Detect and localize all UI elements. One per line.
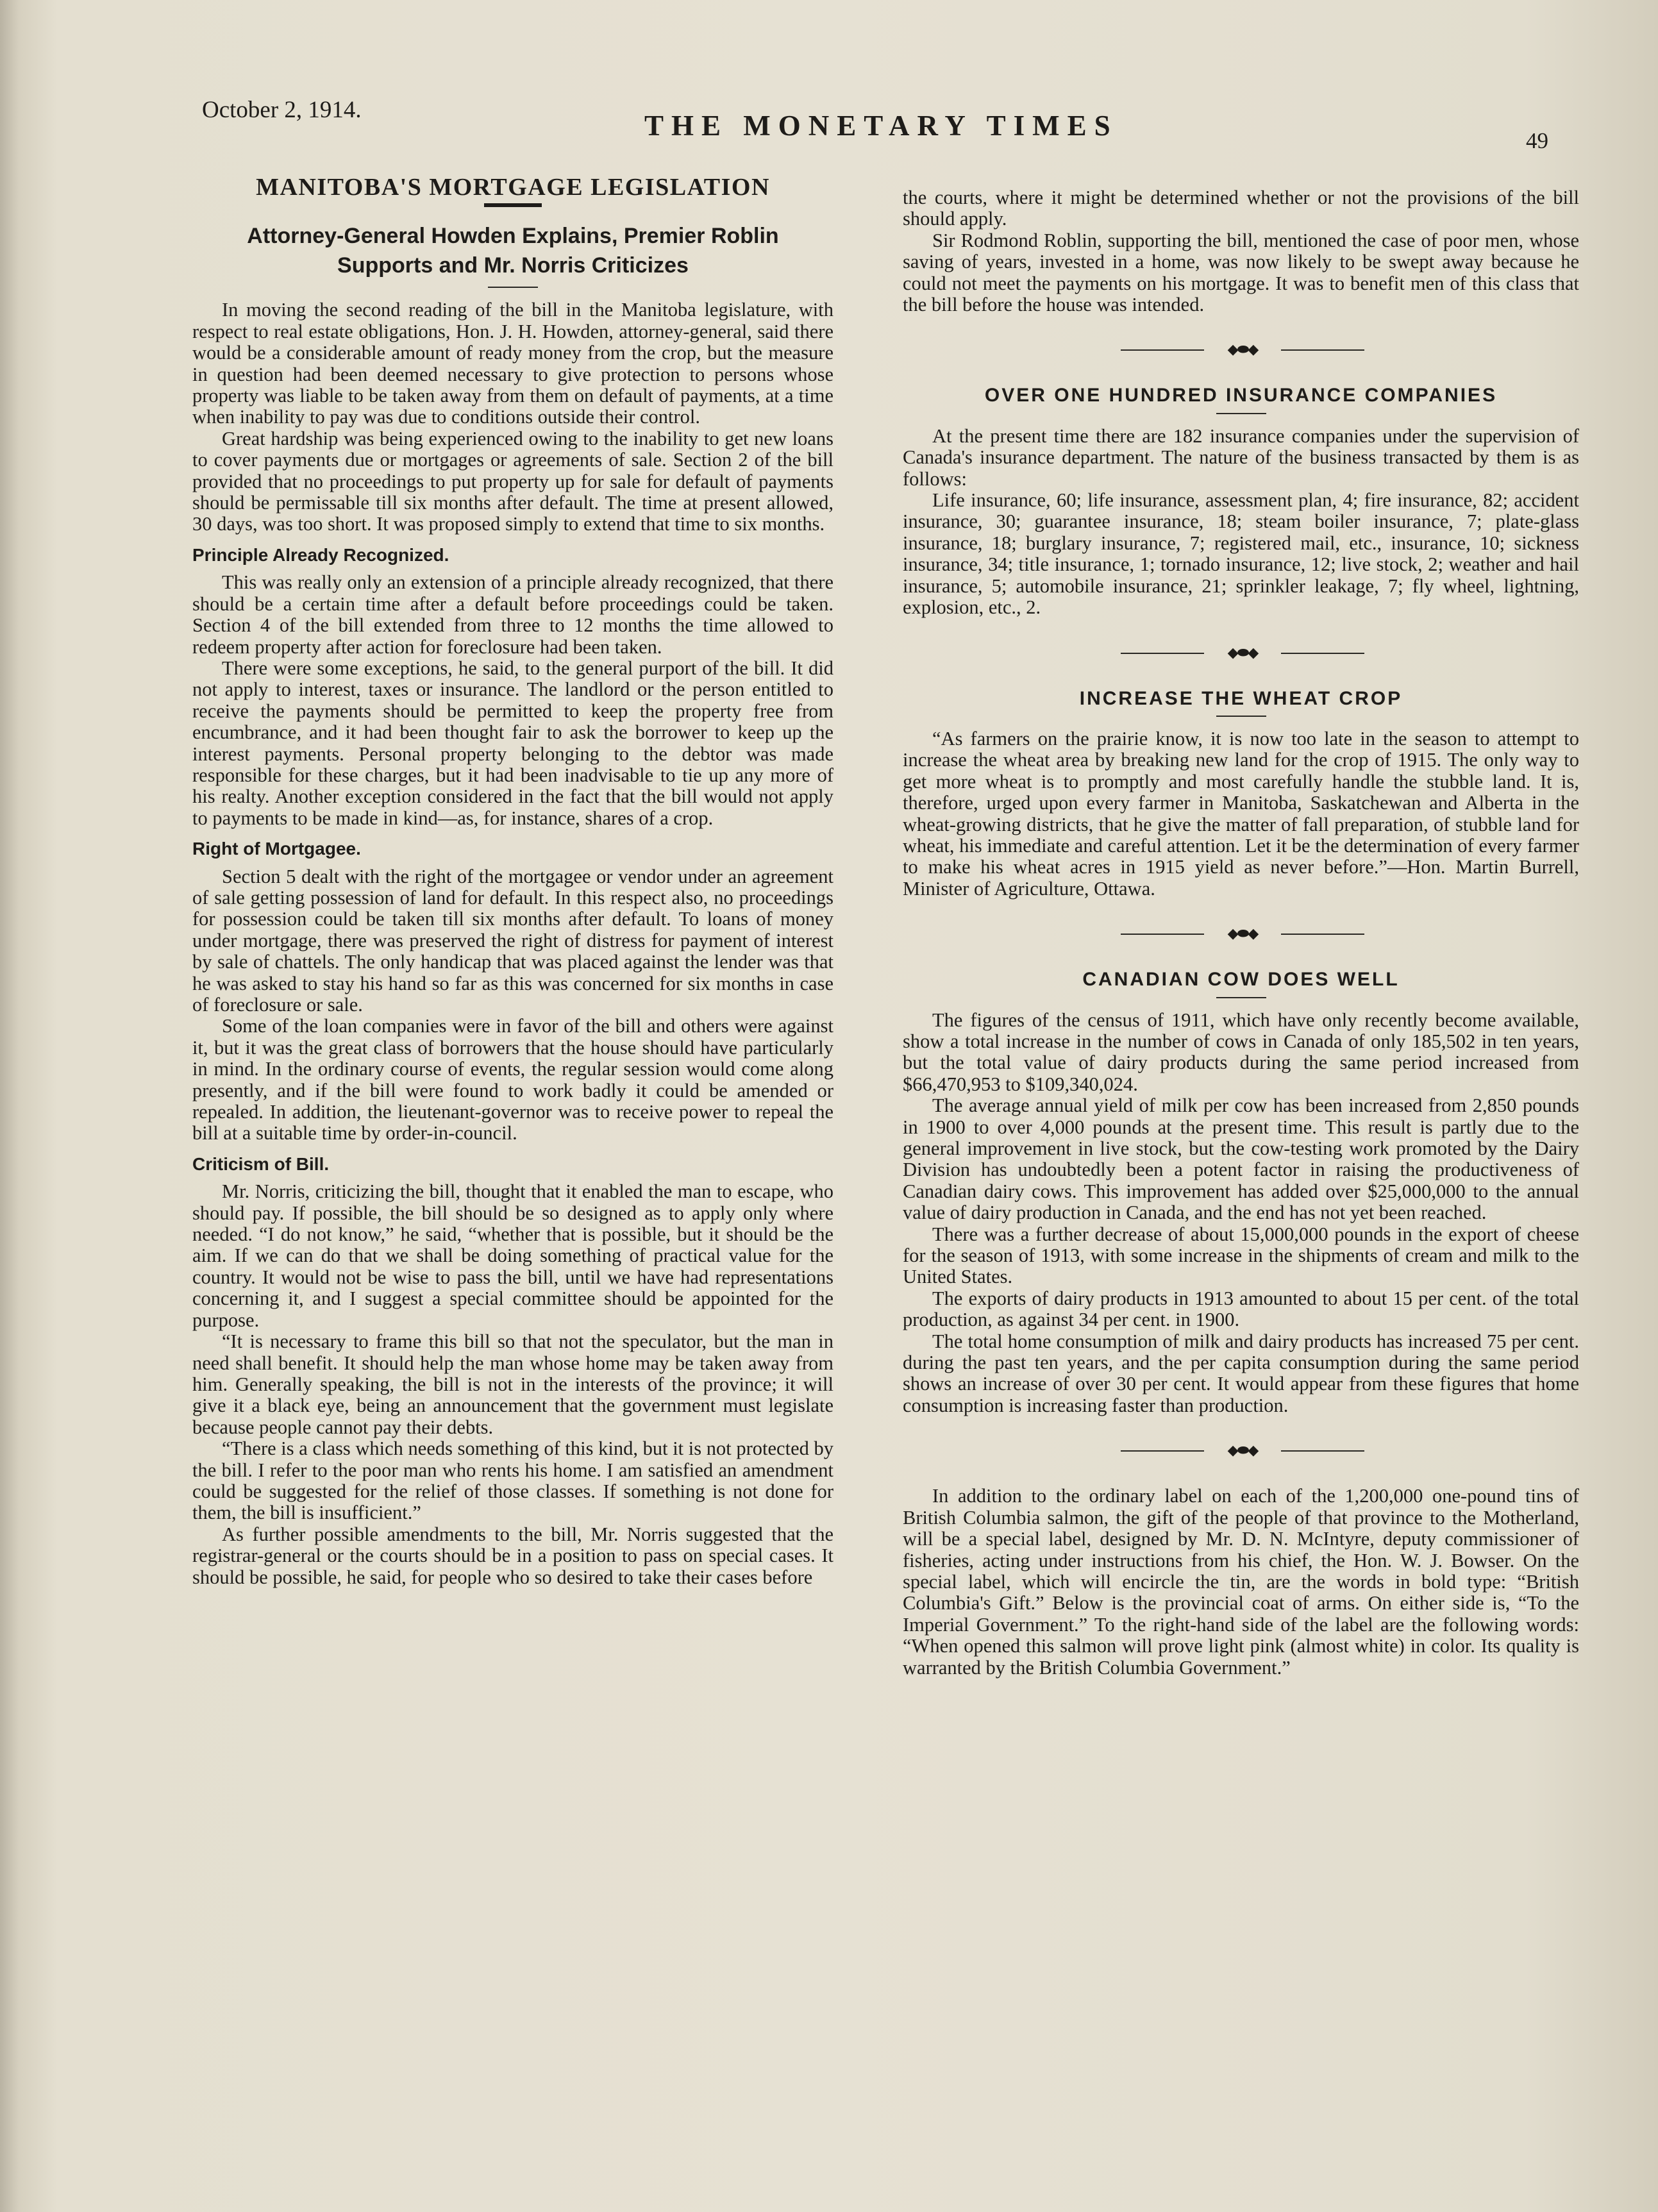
article-title-manitoba: MANITOBA'S MORTGAGE LEGISLATION (256, 174, 770, 201)
paragraph: Great hardship was being experienced owing to the inability to get new loans to cover payments due or mortgages or agreements of sale. Section 2 of the bill provided that no proceedings to put property up for sale for default of payments should be permissable till six months after default. The time at present allowed, 30 days, was too short. It was proposed simply to extend that time to six months. (192, 427, 833, 535)
ornament-glyph: ◆⬬◆ (1227, 926, 1258, 943)
paragraph: As further possible amendments to the bill, Mr. Norris suggested that the registrar-general or the courts should be in a position to pass on special cases. It should be possible, he said, for people who so desired to take their cases before (192, 1523, 833, 1588)
paragraph: Section 5 dealt with the right of the mortgagee or vendor under an agreement of sale getting possession of land for default. In this respect also, no proceedings for possession could be taken till six months after default. To loans of money under mortgage, there was preserved the right of distress for payment of interest by sale of chattels. The only handicap that was placed against the lender was that he was asked to stay his hand so far as this was concerned for six months in case of foreclosure or sale. (192, 865, 833, 1016)
article-title-cow: CANADIAN COW DOES WELL (1082, 969, 1400, 991)
paragraph: There were some exceptions, he said, to the general purport of the bill. It did not apply to interest, taxes or insurance. The landlord or the person entitled to receive the payments should be permitted to keep the property free from encumbrance, and it had been thought fair to ask the borrower to keep up the interest payments. Personal property belonging to the debtor was made responsible for these charges, but it had been inadvisable to tie up any more of his realty. Another exception considered in the fact that the bill would not apply to payments to be made in kind—as, for instance, shares of a crop. (192, 657, 833, 829)
paragraph: The figures of the census of 1911, which have only recently become available, show a total increase in the number of cows in Canada of only 185,502 in ten years, but the total value of dairy products during the same period increased from $66,470,953 to $109,340,024. (903, 1009, 1579, 1095)
paragraph: There was a further decrease of about 15,000,000 pounds in the export of cheese for the season of 1913, with some increase in the shipments of cream and milk to the United States. (903, 1223, 1579, 1288)
paragraph: Life insurance, 60; life insurance, assessment plan, 4; fire insurance, 82; accident insurance, 30; guarantee insurance, 18; steam boiler insurance, 7; plate-glass insurance, 18; burglary insurance, 7; registered mail, etc., insurance, 10; sickness insurance, 34; title insurance, 1; tornado insurance, 12; live stock, 2; weather and hail insurance, 5; automobile insurance, 21; sprinkler leakage, 7; fly wheel, lightning, explosion, etc., 2. (903, 489, 1579, 619)
left-column (192, 168, 833, 1588)
paragraph: In moving the second reading of the bill in the Manitoba legislature, with respect to real estate obligations, Hon. J. H. Howden, attorney-general, said there would be a considerable amount of ready money from the crop, but the measure in question had been deemed necessary to give protection to persons whose property was liable to be taken away from them on default of payments, at a time when inability to pay was due to conditions outside their control. (192, 299, 833, 428)
title-rule (484, 203, 542, 207)
article-title-wheat: INCREASE THE WHEAT CROP (1079, 687, 1403, 709)
paragraph-continued: the courts, where it might be determined whether or not the provisions of the bill should apply. (903, 187, 1579, 230)
paragraph: “It is necessary to frame this bill so that not the speculator, but the man in need shall benefit. It should help the man whose home may be taken away from him. Generally speaking, the bill is not in the interests of the province; it will give it a black eye, being an announcement that the government must legislate because people cannot pay their debts. (192, 1330, 833, 1438)
ornament-divider (903, 641, 1579, 666)
page-number: 49 (1526, 128, 1548, 153)
right-column (903, 187, 1579, 1679)
paragraph: The exports of dairy products in 1913 amounted to about 15 per cent. of the total production, as against 34 per cent. in 1900. (903, 1287, 1579, 1331)
paragraph: Sir Rodmond Roblin, supporting the bill, mentioned the case of poor men, whose saving of years, invested in a home, was now likely to be swept away because he could not meet the payments on his mortgage. It was to benefit men of this class that the bill before the house was intended. (903, 229, 1579, 316)
paragraph: “There is a class which needs something of this kind, but it is not protected by the bill. I refer to the poor man who rents his home. I am satisfied an amendment could be suggested for the relief of those classes. If something is not done for them, the bill is insufficient.” (192, 1437, 833, 1524)
paragraph: At the present time there are 182 insurance companies under the supervision of Canada's insurance department. The nature of the business transacted by them is as follows: (903, 424, 1579, 490)
ornament-divider (903, 921, 1579, 947)
deck-rule (488, 287, 538, 288)
ornament-divider (903, 337, 1579, 363)
subhead-principle: Principle Already Recognized. (192, 544, 449, 565)
ornament-glyph: ◆⬬◆ (1227, 1443, 1258, 1459)
title-rule (1216, 997, 1266, 998)
ornament-glyph: ◆⬬◆ (1227, 644, 1258, 661)
ornament-glyph: ◆⬬◆ (1227, 342, 1258, 358)
paragraph: Mr. Norris, criticizing the bill, thought that it enabled the man to escape, who should pay. If possible, the bill should be so designed as to apply only where needed. “I do not know,” he said, “whether that is possible, but it should be the aim. If we can do that we shall be doing something of practical value for the country. It would not be wise to pass the bill, until we have had representations concerning it, and I suggest a special committee should be appointed for the purpose. (192, 1180, 833, 1331)
paragraph: This was really only an extension of a principle already recognized, that there should be a certain time after a default before proceedings could be taken. Section 4 of the bill extended from three to 12 months the time allowed to redeem property after action for foreclosure had been taken. (192, 571, 833, 658)
paragraph: Some of the loan companies were in favor of the bill and others were against it, but it was the great class of borrowers that the house should have particularly in mind. In the ordinary course of events, the regular session would come along presently, and if the bill were found to work badly it could be amended or repealed. In addition, the lieutenant-governor was to receive power to repeal the bill at a suitable time by order-in-council. (192, 1015, 833, 1144)
article-deck-manitoba: Attorney-General Howden Explains, Premier Roblin Supports and Mr. Norris Criticizes (247, 224, 779, 278)
title-rule (1216, 413, 1266, 414)
title-rule (1216, 716, 1266, 717)
article-title-insurance: OVER ONE HUNDRED INSURANCE COMPANIES (984, 385, 1498, 406)
paragraph: In addition to the ordinary label on each of the 1,200,000 one-pound tins of British Columbia salmon, the gift of the people of that province to the Motherland, will be a special label, designed by Mr. D. N. McIntyre, deputy commissioner of fisheries, acting under instructions from his chief, the Hon. W. J. Bowser. On the special label, which will encircle the tin, are the words in bold type: “British Columbia's Gift.” Below is the provincial coat of arms. On either side is, “To the Imperial Government.” To the right-hand side of the label are the following words: “When opened this salmon will prove light pink (almost white) in color. Its quality is warranted by the British Columbia Government.” (903, 1485, 1579, 1679)
issue-date: October 2, 1914. (202, 97, 362, 123)
paragraph: “As farmers on the prairie know, it is now too late in the season to attempt to increase the wheat area by breaking new land for the crop of 1915. The only way to get more wheat is to promptly and most carefully handle the stubble land. It is, therefore, urged upon every farmer in Manitoba, Saskatchewan and Alberta in the wheat-growing districts, that he give the matter of fall preparation, of stubble land for wheat, his immediate and careful attention. Let it be the determination of every farmer to make his wheat acres in 1915 yield as never before.”—Hon. Martin Burrell, Minister of Agriculture, Ottawa. (903, 727, 1579, 900)
subhead-mortgagee: Right of Mortgagee. (192, 839, 361, 859)
masthead: THE MONETARY TIMES (644, 110, 1118, 142)
paragraph: The total home consumption of milk and dairy products has increased 75 per cent. during the past ten years, and the per capita consumption during the same period shows an increase of over 30 per cent. It would appear from these figures that home consumption is increasing faster than production. (903, 1330, 1579, 1416)
ornament-divider (903, 1438, 1579, 1464)
paragraph: The average annual yield of milk per cow has been increased from 2,850 pounds in 1900 to over 4,000 pounds at the present time. This result is partly due to the general improvement in live stock, but the cow-testing work promoted by the Dairy Division has undoubtedly been a potent factor in raising the productiveness of Canadian dairy cows. This improvement has added over $25,000,000 to the annual value of dairy production in Canada, and the end has not yet been reached. (903, 1094, 1579, 1224)
subhead-criticism: Criticism of Bill. (192, 1153, 330, 1174)
